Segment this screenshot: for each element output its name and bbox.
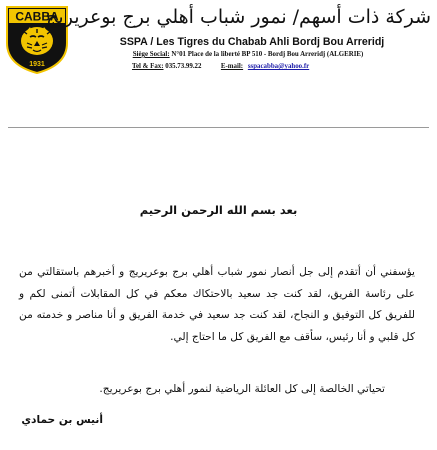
header-arabic-title: شركة ذات أسهم/ نمور شباب أهلي برج بوعريريج (46, 6, 431, 28)
address-value: N°01 Place de la liberté BP 510 - Bordj Bou Arreridj (ALGERIE) (171, 51, 364, 58)
address-label: Siège Social: (132, 51, 170, 58)
header-address (77, 51, 419, 58)
header-divider (8, 127, 429, 128)
header-contact (132, 63, 392, 70)
logo-text-bottom: 1931 (29, 61, 45, 68)
basmala: بعد بسم الله الرحمن الرحيم (139, 203, 298, 217)
letter-closing: تحياتي الخالصة إلى كل العائلة الرياضية لنمور أهلي برج بوعريريج. (99, 383, 385, 395)
phone-label: Tel & Fax: (132, 63, 164, 70)
phone-value: 035.73.99.22 (165, 63, 202, 70)
email-link[interactable]: sspacabba@yahoo.fr (247, 63, 310, 70)
email-label: E-mail: (220, 63, 244, 70)
header-french-title: SSPA / Les Tigres du Chabab Ahli Bordj Bou Arreridj (119, 36, 385, 48)
letter-body: يؤسفني أن أتقدم إلى جل أنصار نمور شباب أهلي برج بوعريريج و أخبرهم باستقالتي من على رئاسة الفريق، لقد كنت جد سعيد بالاحتكاك معكم في كل المقابلات أتمنى لكم و للفريق كل التوفيق و النجاح، لقد كنت جد سعيد في خدمة الفريق و أنا مناصر و خدمته من كل قلبي و أنا رئيس، سأقف مع الفريق كل ما احتاج إلي. (19, 266, 415, 343)
signature: أنيس بن حمادي (21, 414, 103, 426)
logo-text-top: CABBA (15, 9, 59, 24)
